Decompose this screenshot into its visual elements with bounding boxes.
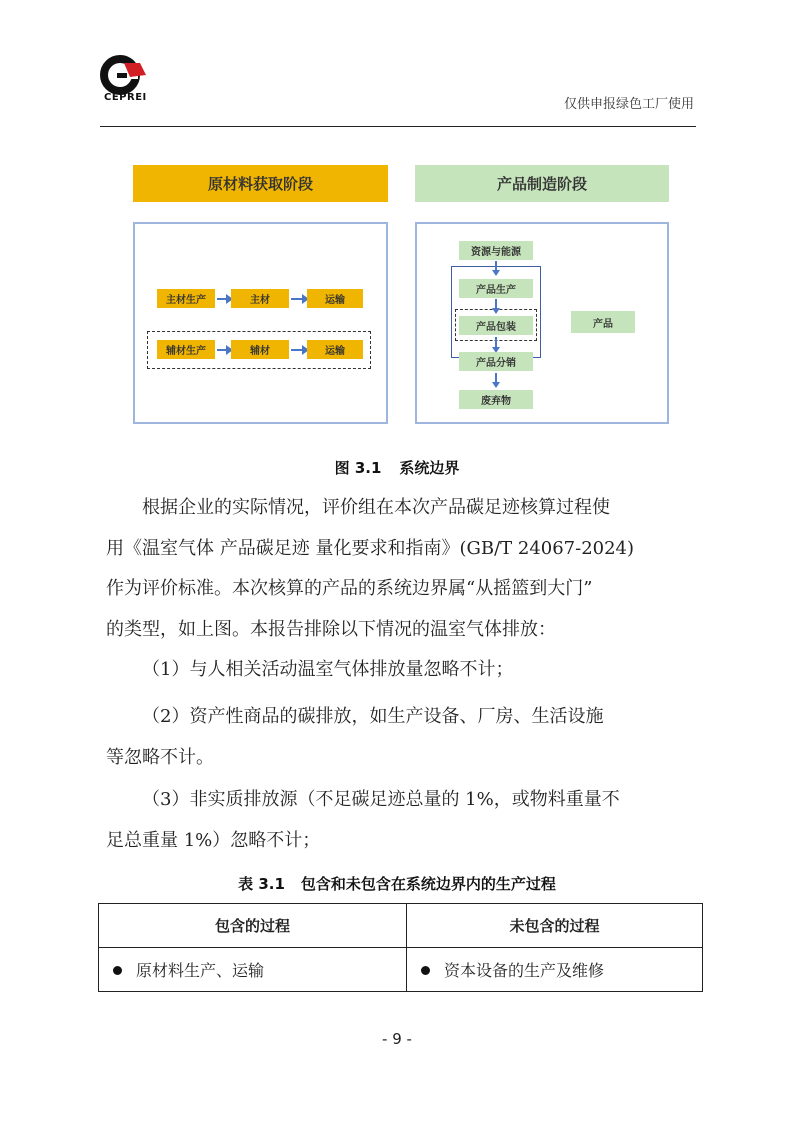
arrow-right-icon <box>291 349 303 351</box>
flow-box-aux-material-production: 辅材生产 <box>157 340 215 359</box>
flow-box-production: 产品生产 <box>459 279 533 298</box>
figure-caption-number: 图 3.1 <box>334 459 382 477</box>
table-caption-title: 包含和未包含在系统边界内的生产过程 <box>300 875 556 893</box>
stage-title-manufacturing: 产品制造阶段 <box>415 165 669 202</box>
flow-box-distribution: 产品分销 <box>459 352 533 371</box>
flow-box-transport-2: 运输 <box>307 340 363 359</box>
flow-box-transport-1: 运输 <box>307 289 363 308</box>
arrow-down-icon <box>495 337 497 348</box>
figure-caption <box>0 457 794 478</box>
manufacturing-panel <box>415 222 669 424</box>
flow-box-packaging: 产品包装 <box>459 316 533 335</box>
paragraph-line: （3）非实质排放源（不足碳足迹总量的 1%，或物料重量不 <box>142 789 620 810</box>
paragraph-line: 用《温室气体 产品碳足迹 量化要求和指南》(GB/T 24067-2024) <box>106 537 635 559</box>
arrow-down-icon <box>495 373 497 383</box>
arrow-right-icon <box>217 349 227 351</box>
table-cell <box>99 948 407 992</box>
table-row <box>99 948 703 992</box>
table-header-row <box>99 904 703 948</box>
arrow-right-icon <box>291 298 303 300</box>
table-caption <box>0 873 794 894</box>
cell-included-process: 原材料生产、运输 <box>136 961 265 980</box>
paragraph-line: 根据企业的实际情况，评价组在本次产品碳足迹核算过程使 <box>142 497 610 518</box>
exclusion-item-1 <box>106 650 698 691</box>
header-note: 仅供申报绿色工厂使用 <box>563 97 694 112</box>
paragraph-line: （2）资产性商品的碳排放，如生产设备、厂房、生活设施 <box>142 706 604 727</box>
figure-caption-title: 系统边界 <box>399 459 460 477</box>
flow-box-product: 产品 <box>571 311 635 333</box>
table-cell <box>407 948 703 992</box>
exclusion-item-3 <box>106 780 698 861</box>
flow-box-main-material: 主材 <box>231 289 289 308</box>
table-caption-number: 表 3.1 <box>238 875 285 893</box>
arrow-right-icon <box>217 298 227 300</box>
paragraph-line: （1）与人相关活动温室气体排放量忽略不计； <box>142 659 514 680</box>
paragraph-line: 作为评价标准。本次核算的产品的系统边界属“从摇篮到大门” <box>106 578 593 599</box>
paragraph-line: 足总重量 1%）忽略不计； <box>106 829 321 851</box>
arrow-down-icon <box>495 261 497 271</box>
process-table <box>98 903 703 992</box>
logo-text: CEPREI <box>104 92 147 103</box>
raw-material-panel <box>133 222 388 424</box>
paragraph-line: 等忽略不计。 <box>106 746 214 768</box>
paragraph-standard <box>106 488 698 650</box>
bullet-icon <box>113 966 122 975</box>
header-excluded: 未包含的过程 <box>407 904 703 948</box>
flow-box-aux-material: 辅材 <box>231 340 289 359</box>
page-number: - 9 - <box>382 1030 412 1048</box>
flow-box-main-material-production: 主材生产 <box>157 289 215 308</box>
cell-excluded-process: 资本设备的生产及维修 <box>444 961 605 980</box>
bullet-icon <box>421 966 430 975</box>
flow-box-waste: 废弃物 <box>459 390 533 409</box>
flow-box-resources-energy: 资源与能源 <box>459 241 533 260</box>
exclusion-item-2 <box>106 697 698 778</box>
stage-title-raw-material: 原材料获取阶段 <box>133 165 388 202</box>
arrow-down-icon <box>495 299 497 309</box>
header-divider <box>100 126 696 127</box>
paragraph-line: 的类型，如上图。本报告排除以下情况的温室气体排放： <box>106 618 556 640</box>
header-included: 包含的过程 <box>99 904 407 948</box>
